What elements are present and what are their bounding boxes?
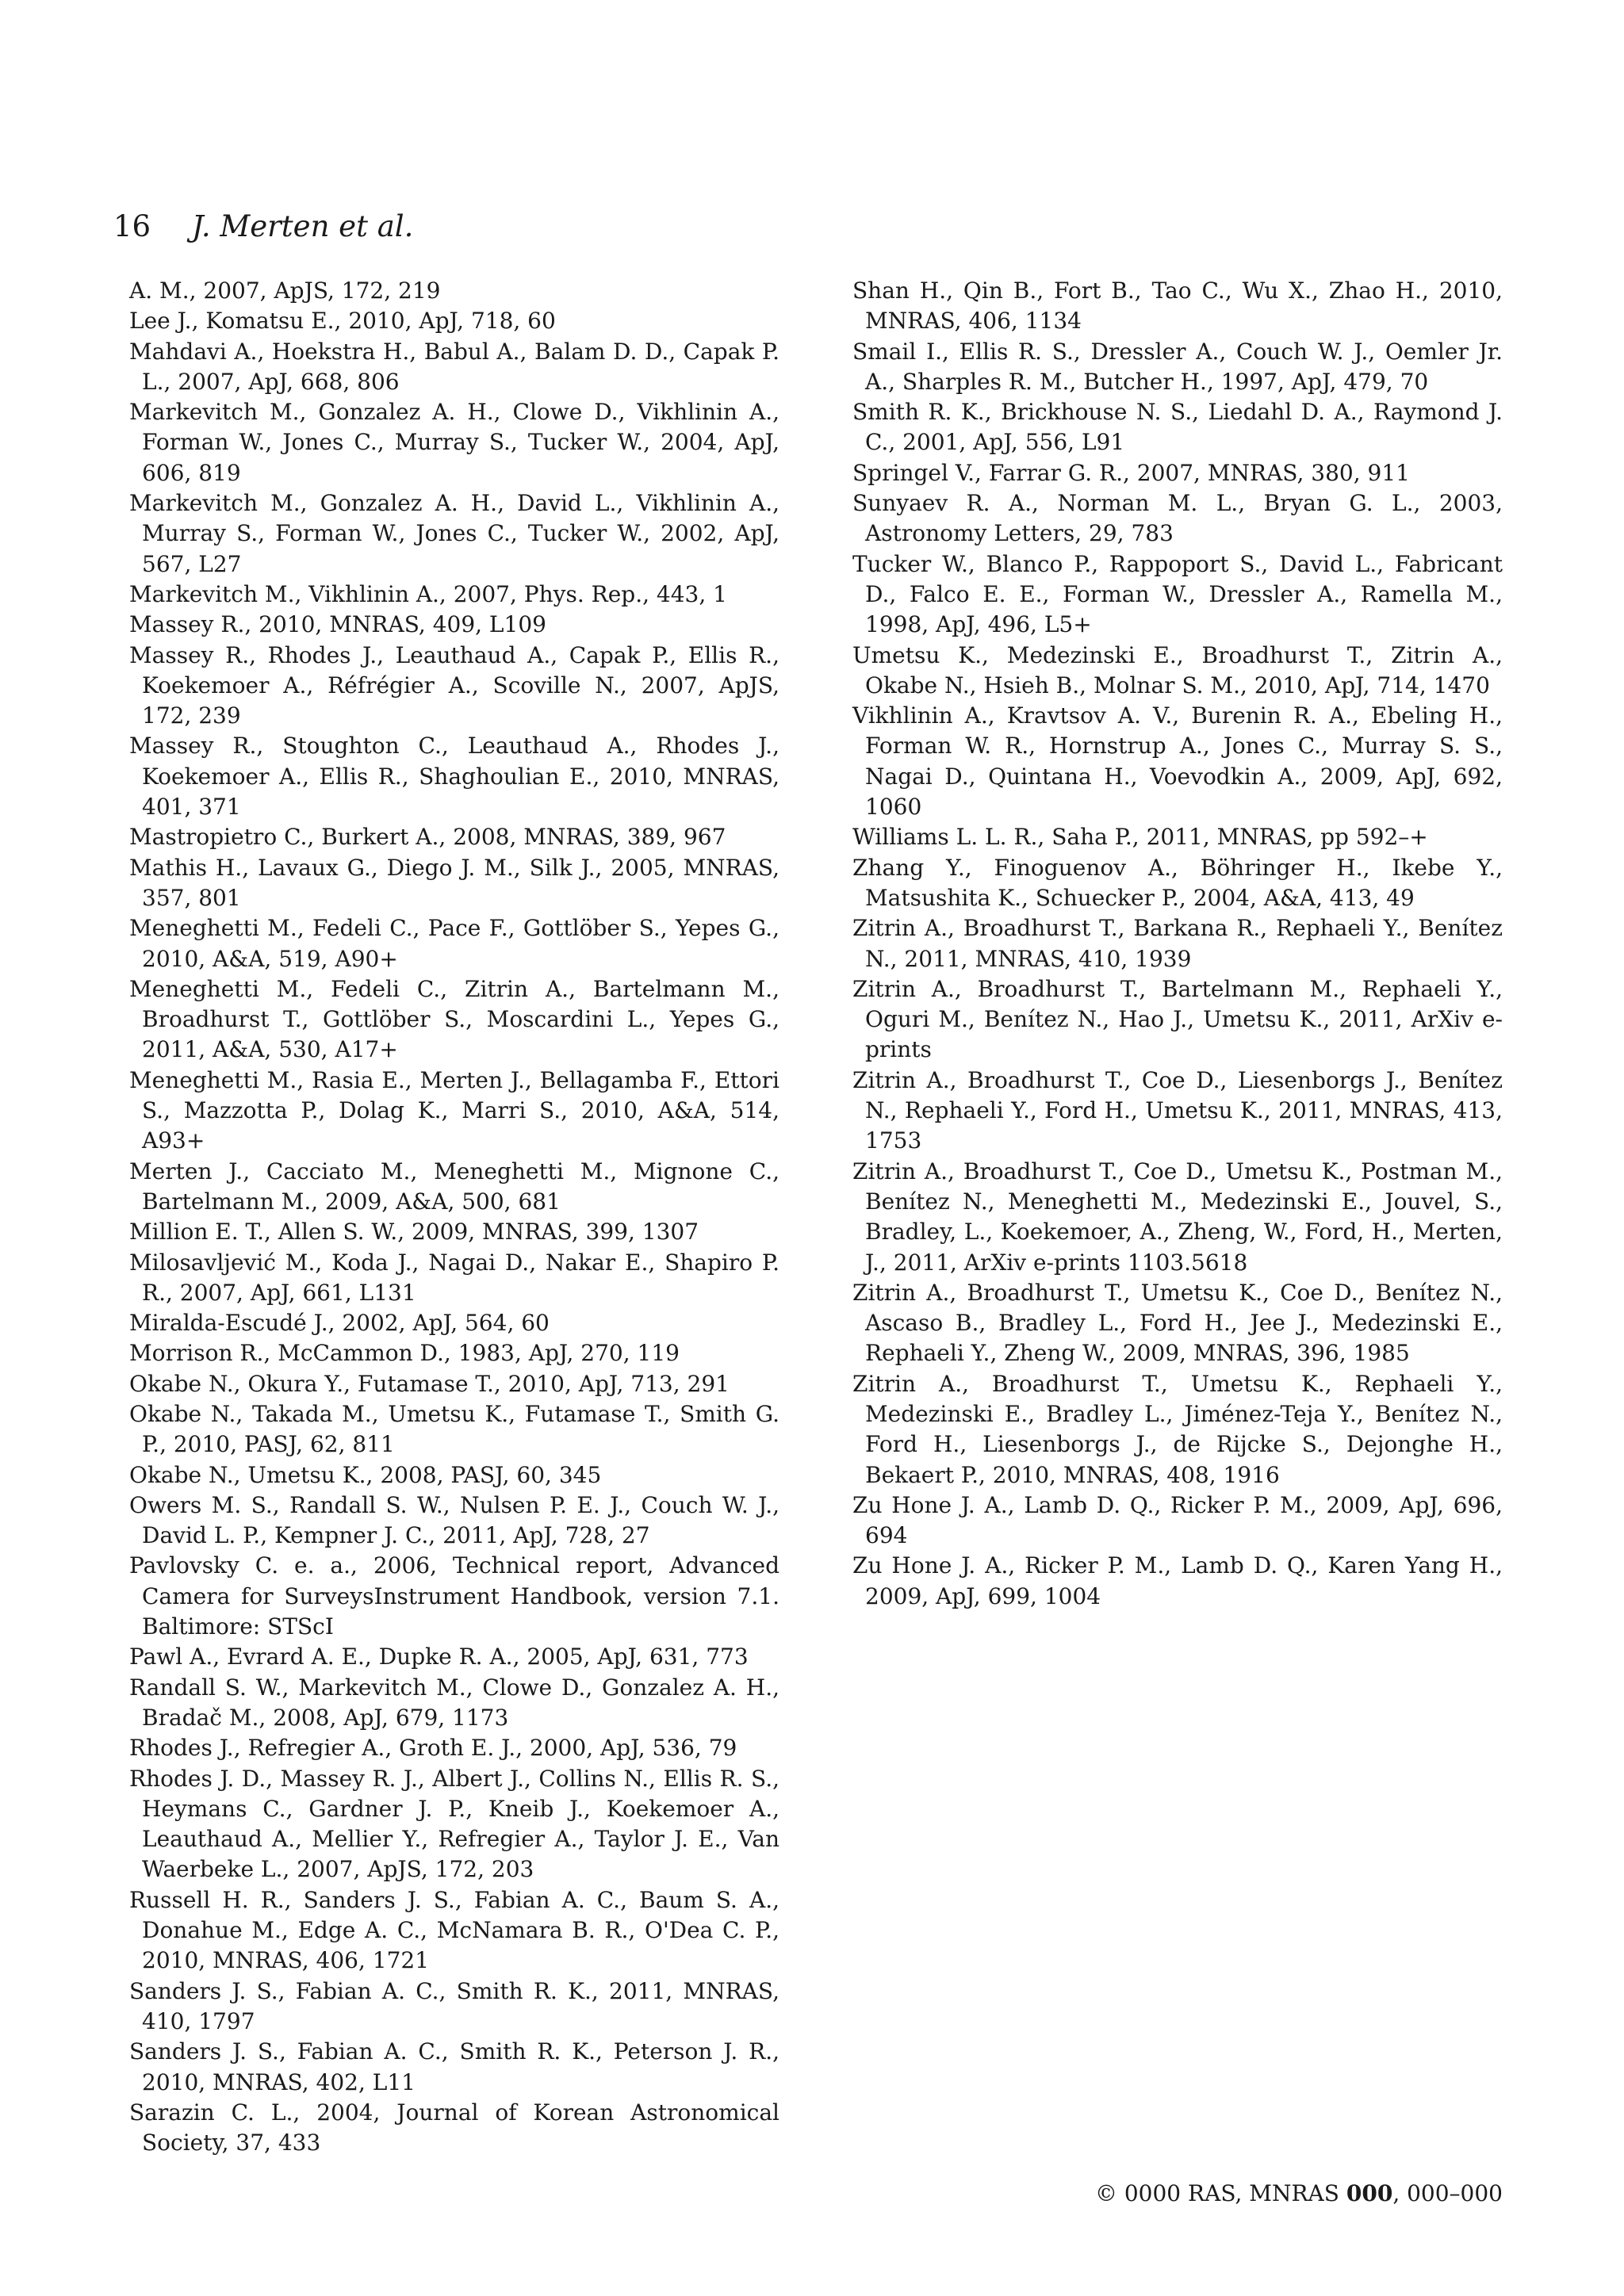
reference-entry: Zhang Y., Finoguenov A., Böhringer H., Ikebe Y., Matsushita K., Schuecker P., 2004, A&A, 413, 49: [852, 854, 1503, 911]
reference-entry: Zitrin A., Broadhurst T., Umetsu K., Coe D., Benítez N., Ascaso B., Bradley L., Ford H., Jee J., Medezinski E., Rephaeli Y., Zheng W., 2009, MNRAS, 396, 1985: [852, 1279, 1503, 1367]
reference-entry: Meneghetti M., Rasia E., Merten J., Bellagamba F., Ettori S., Mazzotta P., Dolag K., Marri S., 2010, A&A, 514, A93+: [129, 1066, 779, 1154]
reference-entry: Smail I., Ellis R. S., Dressler A., Couch W. J., Oemler Jr. A., Sharples R. M., Butcher H., 1997, ApJ, 479, 70: [852, 338, 1503, 395]
reference-entry: Pavlovsky C. e. a., 2006, Technical report, Advanced Camera for SurveysInstrument Handbook, version 7.1. Baltimore: STScI: [129, 1552, 779, 1640]
references-right-column: [852, 276, 1503, 1612]
reference-entry: Owers M. S., Randall S. W., Nulsen P. E. J., Couch W. J., David L. P., Kempner J. C., 2011, ApJ, 728, 27: [129, 1491, 779, 1549]
reference-entry: Meneghetti M., Fedeli C., Zitrin A., Bartelmann M., Broadhurst T., Gottlöber S., Moscardini L., Yepes G., 2011, A&A, 530, A17+: [129, 975, 779, 1063]
reference-entry: Tucker W., Blanco P., Rappoport S., David L., Fabricant D., Falco E. E., Forman W., Dressler A., Ramella M., 1998, ApJ, 496, L5+: [852, 550, 1503, 638]
reference-entry: Pawl A., Evrard A. E., Dupke R. A., 2005, ApJ, 631, 773: [129, 1644, 749, 1670]
reference-entry: Miralda-Escudé J., 2002, ApJ, 564, 60: [129, 1310, 550, 1337]
reference-entry: Okabe N., Okura Y., Futamase T., 2010, ApJ, 713, 291: [129, 1370, 730, 1397]
reference-entry: Russell H. R., Sanders J. S., Fabian A. C., Baum S. A., Donahue M., Edge A. C., McNamara B. R., O'Dea C. P., 2010, MNRAS, 406, 1721: [129, 1886, 779, 1974]
reference-entry: Springel V., Farrar G. R., 2007, MNRAS, 380, 911: [852, 459, 1410, 486]
reference-entry: Merten J., Cacciato M., Meneghetti M., Mignone C., Bartelmann M., 2009, A&A, 500, 681: [129, 1158, 779, 1215]
reference-entry: Meneghetti M., Fedeli C., Pace F., Gottlöber S., Yepes G., 2010, A&A, 519, A90+: [129, 915, 779, 972]
reference-entry: Zu Hone J. A., Lamb D. Q., Ricker P. M., 2009, ApJ, 696, 694: [852, 1491, 1503, 1549]
reference-entry: Milosavljević M., Koda J., Nagai D., Nakar E., Shapiro P. R., 2007, ApJ, 661, L131: [129, 1249, 779, 1306]
reference-entry: Sanders J. S., Fabian A. C., Smith R. K., Peterson J. R., 2010, MNRAS, 402, L11: [129, 2038, 779, 2095]
reference-entry: Morrison R., McCammon D., 1983, ApJ, 270, 119: [129, 1340, 680, 1367]
reference-entry: Lee J., Komatsu E., 2010, ApJ, 718, 60: [129, 308, 556, 335]
reference-entry: Shan H., Qin B., Fort B., Tao C., Wu X., Zhao H., 2010, MNRAS, 406, 1134: [852, 277, 1503, 335]
reference-entry: Sanders J. S., Fabian A. C., Smith R. K., 2011, MNRAS, 410, 1797: [129, 1977, 779, 2034]
footer-volume: 000: [1346, 2180, 1393, 2206]
reference-entry: Vikhlinin A., Kravtsov A. V., Burenin R. A., Ebeling H., Forman W. R., Hornstrup A., Jones C., Murray S. S., Nagai D., Quintana H., Voevodkin A., 2009, ApJ, 692, 1060: [852, 702, 1503, 821]
reference-entry: Mahdavi A., Hoekstra H., Babul A., Balam D. D., Capak P. L., 2007, ApJ, 668, 806: [129, 338, 779, 395]
references-left-column: [129, 276, 779, 2158]
reference-entry: Zu Hone J. A., Ricker P. M., Lamb D. Q., Karen Yang H., 2009, ApJ, 699, 1004: [852, 1552, 1503, 1609]
reference-entry: Massey R., Rhodes J., Leauthaud A., Capak P., Ellis R., Koekemoer A., Réfrégier A., Scoville N., 2007, ApJS, 172, 239: [129, 641, 779, 729]
reference-entry: Rhodes J. D., Massey R. J., Albert J., Collins N., Ellis R. S., Heymans C., Gardner J. P., Kneib J., Koekemoer A., Leauthaud A., Mellier Y., Refregier A., Taylor J. E., Van Waerbeke L., 2007, ApJS, 172, 203: [129, 1765, 779, 1883]
footer-copyright: © 0000 RAS, MNRAS: [1094, 2180, 1346, 2206]
page-number: 16: [113, 209, 151, 243]
reference-entry: Markevitch M., Gonzalez A. H., Clowe D., Vikhlinin A., Forman W., Jones C., Murray S., Tucker W., 2004, ApJ, 606, 819: [129, 399, 779, 486]
reference-entry: Okabe N., Takada M., Umetsu K., Futamase T., Smith G. P., 2010, PASJ, 62, 811: [129, 1400, 779, 1458]
reference-entry: Million E. T., Allen S. W., 2009, MNRAS, 399, 1307: [129, 1219, 699, 1246]
running-header: [113, 208, 413, 246]
reference-entry: Markevitch M., Gonzalez A. H., David L., Vikhlinin A., Murray S., Forman W., Jones C., Tucker W., 2002, ApJ, 567, L27: [129, 490, 779, 577]
reference-entry: Massey R., 2010, MNRAS, 409, L109: [129, 611, 546, 638]
reference-entry: Zitrin A., Broadhurst T., Barkana R., Rephaeli Y., Benítez N., 2011, MNRAS, 410, 1939: [852, 915, 1503, 972]
reference-entry: Zitrin A., Broadhurst T., Coe D., Liesenborgs J., Benítez N., Rephaeli Y., Ford H., Umetsu K., 2011, MNRAS, 413, 1753: [852, 1066, 1503, 1154]
reference-entry: Sarazin C. L., 2004, Journal of Korean Astronomical Society, 37, 433: [129, 2099, 779, 2156]
reference-entry: Sunyaev R. A., Norman M. L., Bryan G. L., 2003, Astronomy Letters, 29, 783: [852, 490, 1503, 547]
reference-entry: Zitrin A., Broadhurst T., Coe D., Umetsu K., Postman M., Benítez N., Meneghetti M., Medezinski E., Jouvel, S., Bradley, L., Koekemoer, A., Zheng, W., Ford, H., Merten, J., 2011, ArXiv e-prints 1103.5618: [852, 1158, 1503, 1276]
reference-entry: Mastropietro C., Burkert A., 2008, MNRAS, 389, 967: [129, 824, 726, 851]
reference-entry: Mathis H., Lavaux G., Diego J. M., Silk J., 2005, MNRAS, 357, 801: [129, 854, 779, 911]
footer-pages: , 000–000: [1392, 2180, 1503, 2206]
reference-entry: Okabe N., Umetsu K., 2008, PASJ, 60, 345: [129, 1461, 602, 1488]
reference-entry: Rhodes J., Refregier A., Groth E. J., 2000, ApJ, 536, 79: [129, 1735, 737, 1762]
reference-entry: Massey R., Stoughton C., Leauthaud A., Rhodes J., Koekemoer A., Ellis R., Shaghoulian E., 2010, MNRAS, 401, 371: [129, 733, 779, 821]
running-head-title: J. Merten et al.: [191, 209, 414, 243]
reference-entry: Zitrin A., Broadhurst T., Umetsu K., Rephaeli Y., Medezinski E., Bradley L., Jiménez-Teja Y., Benítez N., Ford H., Liesenborgs J., de Rijcke S., Dejonghe H., Bekaert P., 2010, MNRAS, 408, 1916: [852, 1370, 1503, 1488]
reference-entry: Umetsu K., Medezinski E., Broadhurst T., Zitrin A., Okabe N., Hsieh B., Molnar S. M., 2010, ApJ, 714, 1470: [852, 641, 1503, 698]
reference-entry: Williams L. L. R., Saha P., 2011, MNRAS, pp 592–+: [852, 824, 1428, 851]
reference-entry: Markevitch M., Vikhlinin A., 2007, Phys. Rep., 443, 1: [129, 580, 727, 607]
reference-entry: Zitrin A., Broadhurst T., Bartelmann M., Rephaeli Y., Oguri M., Benítez N., Hao J., Umetsu K., 2011, ArXiv e-prints: [852, 975, 1503, 1063]
reference-entry: Smith R. K., Brickhouse N. S., Liedahl D. A., Raymond J. C., 2001, ApJ, 556, L91: [852, 399, 1503, 456]
reference-entry: A. M., 2007, ApJS, 172, 219: [129, 277, 441, 304]
reference-entry: Randall S. W., Markevitch M., Clowe D., Gonzalez A. H., Bradač M., 2008, ApJ, 679, 1173: [129, 1674, 779, 1731]
copyright-footer: [1095, 2179, 1503, 2209]
